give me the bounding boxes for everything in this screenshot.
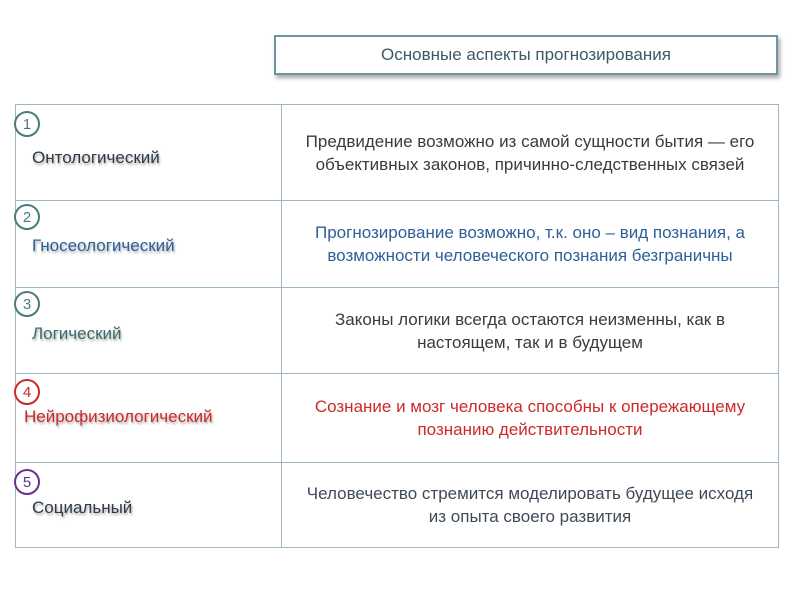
number-circle: 1 — [14, 111, 40, 137]
aspect-name: Социальный — [32, 498, 133, 517]
title-box — [274, 35, 778, 75]
aspect-description: Сознание и мозг человека способны к опережающему познанию действительности — [314, 397, 746, 439]
aspect-cell — [16, 463, 282, 547]
aspect-description: Предвидение возможно из самой сущности бытия — его объективных законов, причинно-следственных связей — [305, 131, 755, 174]
table-row — [16, 462, 778, 547]
table-row — [16, 200, 778, 287]
aspect-description: Прогнозирование возможно, т.к. оно – вид познания, а возможности человеческого познания безграничны — [314, 223, 746, 265]
number-circle: 5 — [14, 469, 40, 495]
aspect-cell — [16, 201, 282, 287]
aspect-name: Логический — [32, 324, 122, 343]
aspect-name: Онтологический — [32, 148, 160, 167]
table-row — [16, 287, 778, 373]
diagram-title: Основные аспекты прогнозирования — [381, 45, 671, 64]
aspect-description: Человечество стремится моделировать будущее исходя из опыта своего развития — [306, 484, 754, 526]
aspect-name: Нейрофизиологический — [24, 407, 213, 426]
aspect-description: Законы логики всегда остаются неизменны, как в настоящем, так и в будущем — [335, 309, 725, 352]
number-circle: 2 — [14, 204, 40, 230]
number-circle: 3 — [14, 291, 40, 317]
aspects-table — [15, 104, 779, 548]
table-row — [16, 105, 778, 200]
aspect-name: Гносеологический — [32, 236, 175, 255]
number-circle: 4 — [14, 379, 40, 405]
aspect-cell — [16, 374, 282, 462]
table-row — [16, 373, 778, 462]
aspect-cell — [16, 288, 282, 373]
aspect-cell — [16, 105, 282, 200]
